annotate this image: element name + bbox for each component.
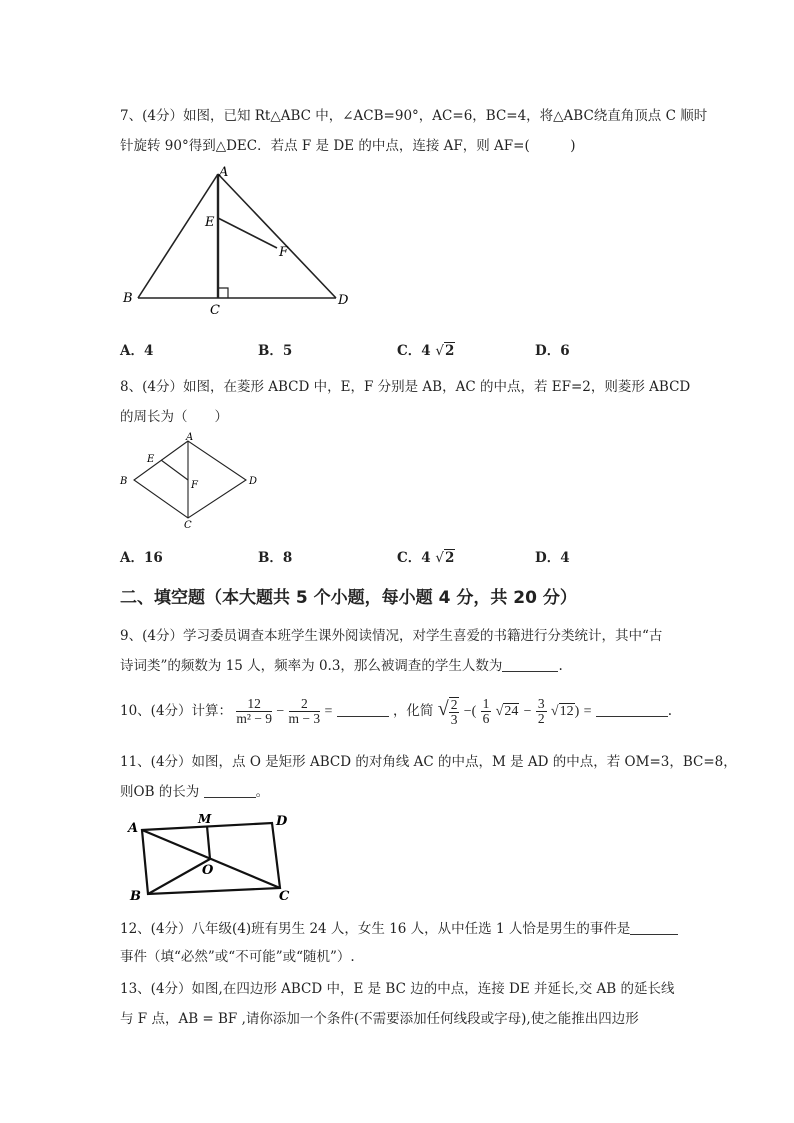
q7-label-c: C — [210, 303, 220, 318]
q7-label-a: A — [219, 165, 229, 180]
q11-label-b: B — [130, 889, 141, 904]
q8-stem-line2: 的周长为（ ） — [120, 409, 228, 425]
q7-stem-line1: 7、(4分）如图，已知 Rt△ABC 中，∠ACB=90°，AC=6，BC=4，将△ABC绕直角顶点 C 顺时 — [120, 108, 708, 124]
q7-label-f: F — [279, 245, 289, 260]
q7-option-b: B．5 — [258, 343, 293, 359]
q11-label-m: M — [198, 812, 212, 826]
q8-label-f: F — [191, 480, 198, 491]
q9-stem-line2: 诗词类”的频数为 15 人，频率为 0.3，那么被调查的学生人数为 . — [120, 658, 563, 674]
q9-stem-line1: 9、(4分）学习委员调查本班学生课外阅读情况，对学生喜爱的书籍进行分类统计，其中“古 — [120, 628, 663, 644]
q11-stem-line2: 则OB 的长为 。 — [120, 784, 270, 800]
section-title: 二、填空题（本大题共 5 个小题，每小题 4 分，共 20 分） — [120, 588, 577, 608]
q7-stem-line2: 针旋转 90°得到△DEC．若点 F 是 DE 的中点，连接 AF，则 AF=( ) — [120, 138, 576, 154]
q7-option-d: D．6 — [535, 343, 570, 359]
q11-stem-line1: 11、(4分）如图，点 O 是矩形 ABCD 的对角线 AC 的中点，M 是 AD 的中点，若 OM=3，BC=8， — [120, 754, 737, 770]
q8-figure — [116, 430, 266, 530]
q8-label-c: C — [184, 520, 192, 530]
q8-label-d: D — [249, 476, 258, 487]
q8-stem-line1: 8、(4分）如图，在菱形 ABCD 中，E，F 分别是 AB，AC 的中点，若 EF=2，则菱形 ABCD — [120, 379, 691, 395]
q11-label-d: D — [276, 814, 288, 829]
q9-answer-blank — [502, 657, 558, 672]
q12-stem-line1: 12、(4分）八年级(4)班有男生 24 人，女生 16 人，从中任选 1 人恰是男生的事件是 — [120, 917, 678, 937]
q8-option-b: B．8 — [258, 550, 293, 566]
q7-label-e: E — [205, 215, 215, 230]
q7-label-d: D — [338, 293, 349, 308]
q13-stem-line1: 13、(4分）如图,在四边形 ABCD 中，E 是 BC 边的中点，连接 DE 并延长,交 AB 的延长线 — [120, 981, 675, 997]
q8-label-b: B — [120, 476, 128, 487]
q12-answer-blank — [630, 920, 678, 935]
q11-label-c: C — [279, 889, 290, 904]
q10-stem: 10、(4分）计算： $\frac{12}{\text{m² − 9}}$ − $\frac{2}{m - 3}$ = ，化简 √ $\frac{2}{3}$ −( $\frac{1}{6}$ √24 − $\frac{3}{2}$ √12) = . — [120, 696, 673, 727]
q11-label-a: A — [128, 821, 139, 836]
q8-label-a: A — [186, 432, 194, 443]
q12-stem-line2: 事件（填“必然”或“不可能”或“随机”）. — [120, 949, 355, 965]
q11-label-o: O — [202, 863, 214, 878]
q7-figure — [118, 162, 358, 322]
q10-answer-blank-2 — [596, 702, 668, 717]
q10-answer-blank-1 — [337, 702, 389, 717]
q7-option-a: A．4 — [120, 343, 154, 359]
q13-stem-line2: 与 F 点，AB = BF ,请你添加一个条件(不需要添加任何线段或字母),使之能推出四边形 — [120, 1011, 639, 1027]
q7-label-b: B — [123, 291, 133, 306]
q8-option-c: C．4 √2 — [397, 550, 455, 566]
q8-option-d: D．4 — [535, 550, 570, 566]
q11-figure — [122, 808, 302, 908]
q7-option-c: C．4 √2 — [397, 343, 455, 359]
q8-option-a: A．16 — [120, 550, 163, 566]
q8-label-e: E — [147, 454, 155, 465]
q11-answer-blank — [204, 783, 256, 798]
